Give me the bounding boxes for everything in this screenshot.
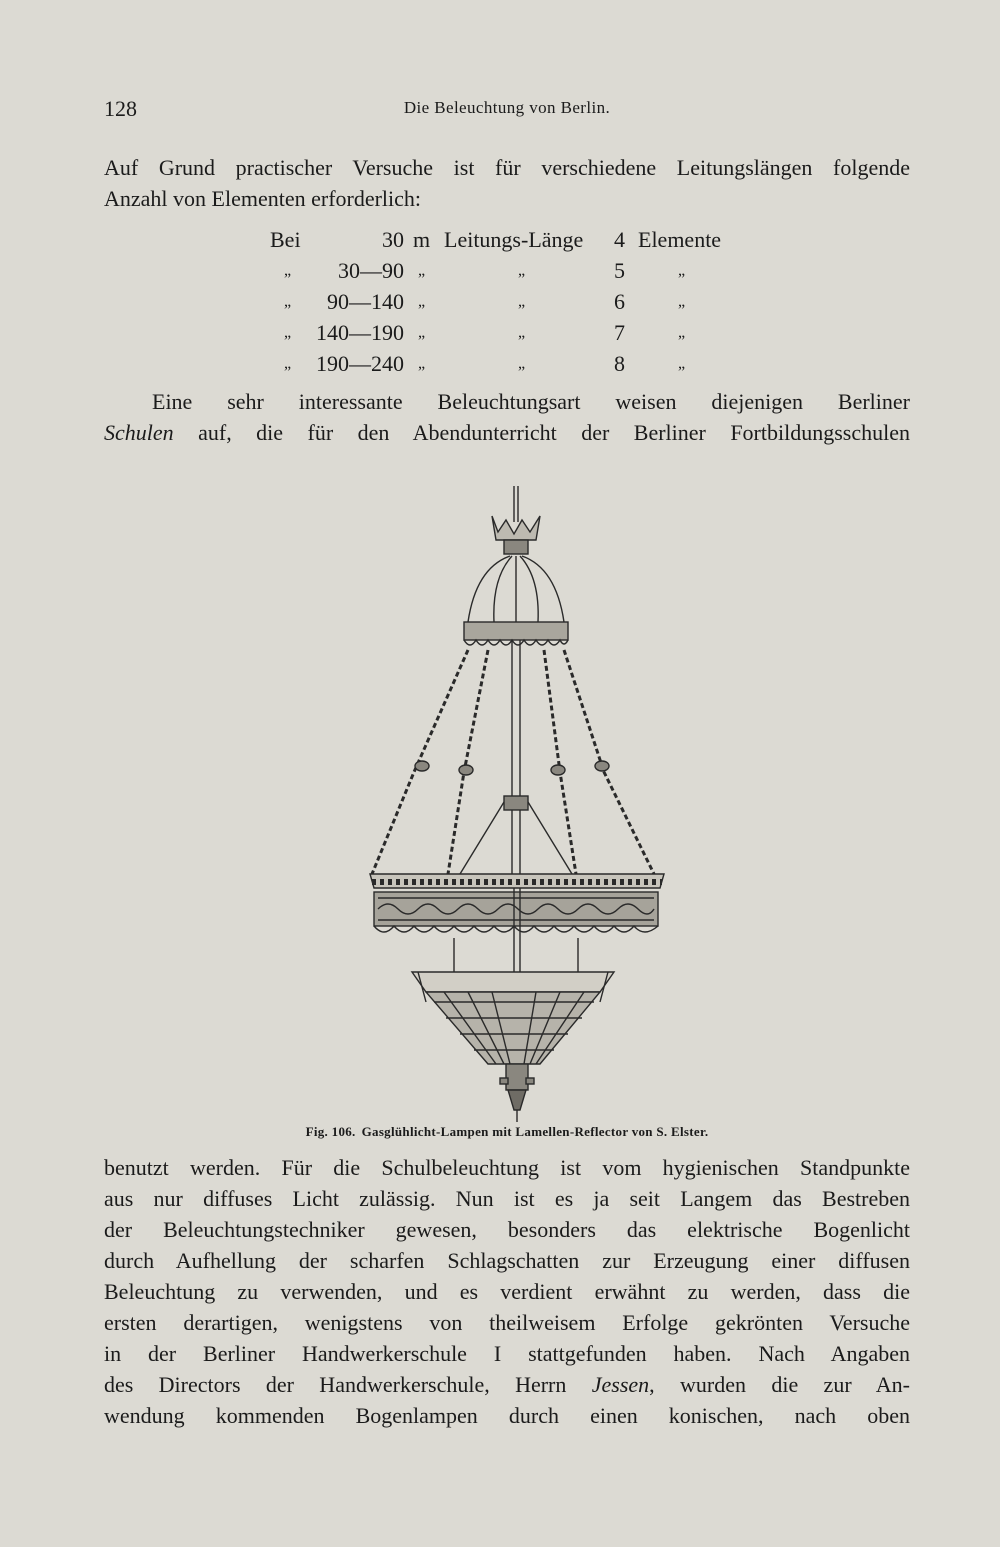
- table-row: [268, 224, 748, 255]
- text-fragment: des Directors der Handwerkerschule, Herrn: [104, 1372, 592, 1397]
- text-line: Anzahl von Elementen erforderlich:: [104, 186, 422, 211]
- row-unit: „: [678, 355, 686, 372]
- text-line: aus nur diffuses Licht zulässig. Nun ist es ja seit Langem das Bestreben: [104, 1186, 910, 1211]
- row-prefix: „: [284, 324, 292, 341]
- row-length-label: „: [518, 324, 526, 341]
- row-length-label: „: [518, 355, 526, 372]
- row-unit: „: [678, 262, 686, 279]
- row-unit: „: [678, 293, 686, 310]
- row-unit-m: „: [418, 293, 426, 310]
- lamp-illustration: [364, 482, 680, 1124]
- running-title: Die Beleuchtung von Berlin.: [403, 98, 611, 117]
- row-range: 140—190: [316, 320, 404, 345]
- page-header: [104, 96, 910, 126]
- elements-table: [268, 224, 748, 379]
- paragraph-intro: [104, 152, 910, 214]
- row-prefix: Bei: [270, 227, 301, 252]
- italic-name: Jessen: [591, 1372, 650, 1397]
- text-line: [104, 417, 910, 448]
- figure-caption: [104, 1124, 910, 1140]
- row-prefix: „: [284, 262, 292, 279]
- figure-label: Fig. 106.: [305, 1124, 356, 1139]
- table-row: [268, 348, 748, 379]
- text-line: der Beleuchtungstechniker gewesen, besonders das elektrische Bogenlicht: [104, 1217, 910, 1242]
- row-length-label: „: [518, 293, 526, 310]
- row-unit: „: [678, 324, 686, 341]
- row-count: 7: [614, 320, 625, 345]
- row-prefix: „: [284, 355, 292, 372]
- text-fragment: , wurden die zur An-: [649, 1372, 910, 1397]
- row-unit-m: „: [418, 355, 426, 372]
- row-length-label: Leitungs-Länge: [444, 227, 584, 252]
- figure-caption-text: Gasglühlicht-Lampen mit Lamellen-Reflector von S. Elster.: [361, 1124, 709, 1139]
- text-fragment: auf, die für den Abendunterricht der Berliner Fortbildungsschulen: [173, 420, 910, 445]
- row-count: 6: [614, 289, 625, 314]
- paragraph-arc-lamps: [104, 1152, 910, 1431]
- page-number: 128: [104, 96, 137, 121]
- text-line: Eine sehr interessante Beleuchtungsart weisen diejenigen Berliner: [152, 389, 910, 414]
- chandelier-drawing: [364, 482, 680, 1124]
- row-count: 8: [614, 351, 625, 376]
- italic-term: Schulen: [104, 420, 174, 445]
- table-row: [268, 317, 748, 348]
- text-line: [104, 1369, 910, 1400]
- text-line: wendung kommenden Bogenlampen durch einen konischen, nach oben: [104, 1403, 910, 1428]
- row-unit: Elemente: [638, 227, 722, 252]
- text-line: durch Aufhellung der scharfen Schlagschatten zur Erzeugung einer diffusen: [104, 1248, 910, 1273]
- row-unit-m: m: [413, 227, 431, 252]
- text-line: Beleuchtung zu verwenden, und es verdient erwähnt zu werden, dass die: [104, 1279, 910, 1304]
- row-range: 90—140: [327, 289, 404, 314]
- row-range: 30—90: [338, 258, 404, 283]
- row-prefix: „: [284, 293, 292, 310]
- text-line: benutzt werden. Für die Schulbeleuchtung ist vom hygienischen Standpunkte: [104, 1155, 910, 1180]
- table-row: [268, 255, 748, 286]
- table-row: [268, 286, 748, 317]
- row-count: 5: [614, 258, 625, 283]
- row-range: 190—240: [316, 351, 404, 376]
- row-range: 30: [382, 227, 404, 252]
- text-line: Auf Grund practischer Versuche ist für verschiedene Leitungslängen folgende: [104, 155, 910, 180]
- row-count: 4: [614, 227, 625, 252]
- text-line: ersten derartigen, wenigstens von theilweisem Erfolge gekrönten Versuche: [104, 1310, 910, 1335]
- paragraph-schools: [104, 386, 910, 448]
- row-unit-m: „: [418, 324, 426, 341]
- row-unit-m: „: [418, 262, 426, 279]
- text-line: in der Berliner Handwerkerschule I stattgefunden haben. Nach Angaben: [104, 1341, 910, 1366]
- row-length-label: „: [518, 262, 526, 279]
